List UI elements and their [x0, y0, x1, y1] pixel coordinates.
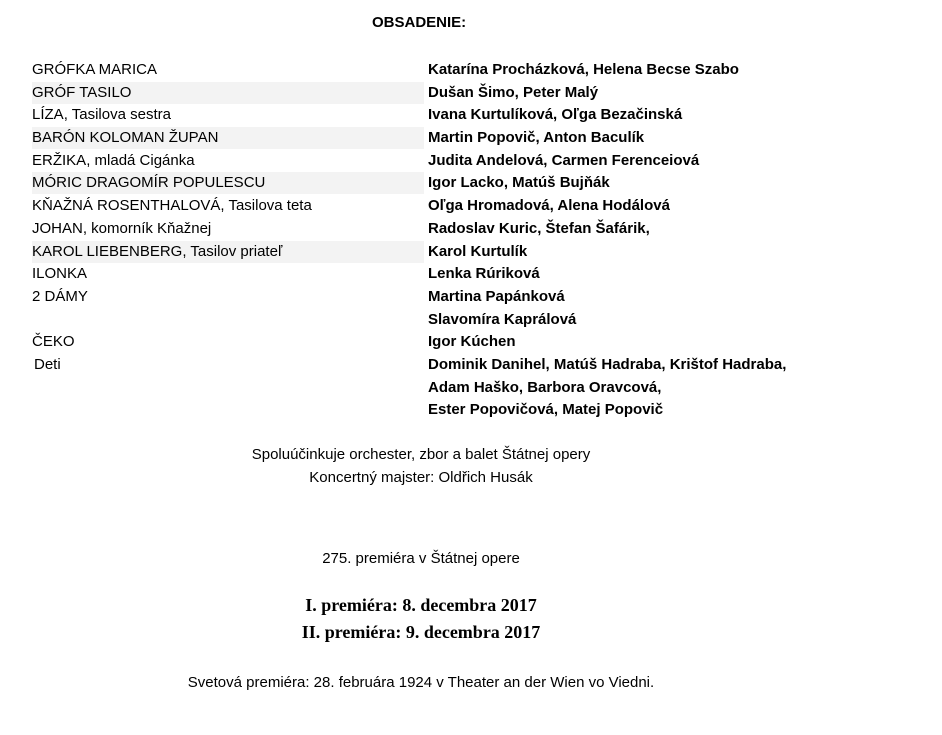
- role-name: [32, 82, 424, 104]
- role-note: , mladá Cigánka: [86, 151, 195, 169]
- cast-list: [0, 59, 942, 422]
- orchestra-credit: Spoluúčinkuje orchester, zbor a balet Štátnej opery: [251, 446, 591, 463]
- role-note: , Tasilov priateľ: [182, 242, 283, 260]
- cast-row: [0, 172, 942, 195]
- role-title: MÓRIC DRAGOMÍR POPULESCU: [32, 174, 266, 192]
- role-title: Deti: [34, 355, 61, 373]
- cast-row: [0, 127, 942, 150]
- role-title: KŇAŽNÁ ROSENTHALOVÁ: [32, 197, 221, 215]
- role-name: [32, 150, 195, 172]
- role-title: GRÓFKA MARICA: [32, 61, 158, 78]
- cast-row: [0, 354, 942, 377]
- actors: Dušan Šimo, Peter Malý: [428, 83, 599, 101]
- cast-row: [0, 59, 942, 82]
- actors: Martin Popovič, Anton Baculík: [428, 129, 645, 147]
- role-name: [32, 59, 157, 81]
- actors: Igor Kúchen: [428, 333, 516, 351]
- actors: Judita Andelová, Carmen Ferenceiová: [428, 151, 700, 169]
- role-title: GRÓF TASILO: [32, 83, 132, 101]
- first-premiere: I. premiéra: 8. decembra 2017: [305, 595, 537, 615]
- cast-row: [0, 286, 942, 309]
- role-name: [32, 104, 171, 126]
- cast-row: [0, 377, 942, 400]
- cast-row: [0, 331, 942, 354]
- cast-row: [0, 241, 942, 264]
- actors: Karol Kurtulík: [428, 242, 528, 260]
- cast-row: [0, 263, 942, 286]
- cast-row: [0, 399, 942, 422]
- actors: Martina Papánková: [428, 287, 565, 305]
- role-name: [32, 172, 424, 194]
- actors: Igor Lacko, Matúš Bujňák: [428, 174, 610, 192]
- cast-row: [0, 82, 942, 105]
- role-title: JOHAN: [32, 219, 83, 237]
- role-name: [34, 354, 61, 376]
- cast-row: [0, 150, 942, 173]
- concertmaster-credit: Koncertný majster: Oldřich Husák: [309, 469, 533, 486]
- role-title: ČEKO: [32, 333, 75, 351]
- actors: Lenka Rúriková: [428, 265, 540, 283]
- role-title: ILONKA: [32, 265, 88, 283]
- role-title: 2 DÁMY: [32, 287, 88, 305]
- role-title: KAROL LIEBENBERG: [32, 242, 183, 260]
- cast-row: [0, 309, 942, 332]
- role-note: , Tasilova teta: [220, 197, 312, 215]
- actors: Dominik Danihel, Matúš Hadraba, Krištof Hadraba,: [428, 355, 787, 373]
- actors: Ivana Kurtulíková, Oľga Bezačinská: [428, 106, 683, 124]
- cast-row: [0, 218, 942, 241]
- role-name: [32, 331, 75, 353]
- actors: Radoslav Kuric, Štefan Šafárik,: [428, 219, 650, 237]
- cast-row: [0, 195, 942, 218]
- actors: Ester Popovičová, Matej Popovič: [428, 401, 664, 419]
- role-note: , komorník Kňažnej: [82, 219, 212, 237]
- actors: Katarína Procházková, Helena Becse Szabo: [428, 61, 739, 78]
- role-name: [32, 263, 87, 285]
- role-note: , Tasilova sestra: [63, 106, 171, 124]
- cast-heading: OBSADENIE:: [372, 14, 467, 31]
- role-title: ERŽIKA: [32, 151, 87, 169]
- premiere-count: 275. premiéra v Štátnej opere: [322, 550, 520, 567]
- role-name: [32, 218, 211, 240]
- second-premiere: II. premiéra: 9. decembra 2017: [301, 622, 541, 642]
- actors: Oľga Hromadová, Alena Hodálová: [428, 197, 670, 215]
- role-title: LÍZA: [32, 106, 64, 124]
- role-title: BARÓN KOLOMAN ŽUPAN: [32, 129, 219, 147]
- role-name: [32, 241, 424, 263]
- role-name: [32, 286, 88, 308]
- actors: Slavomíra Kaprálová: [428, 310, 577, 328]
- role-name: [32, 195, 312, 217]
- cast-row: [0, 104, 942, 127]
- role-name: [32, 127, 424, 149]
- world-premiere: Svetová premiéra: 28. februára 1924 v Theater an der Wien vo Viedni.: [187, 674, 655, 691]
- actors: Adam Haško, Barbora Oravcová,: [428, 378, 662, 396]
